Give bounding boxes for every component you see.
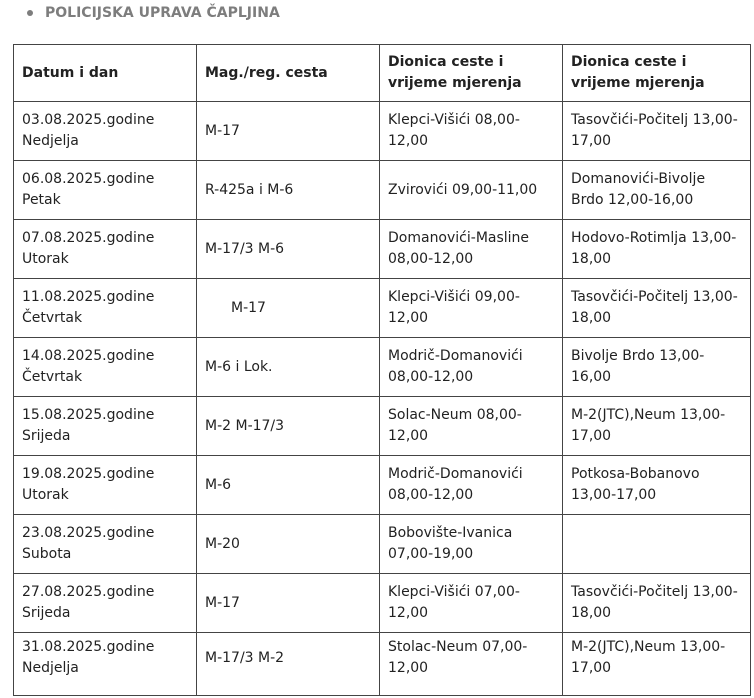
date: 19.08.2025.godine [22,466,155,482]
road-cell: M-2 M-17/3 [197,397,380,456]
table-header-row [14,45,751,102]
day: Utorak [22,487,69,503]
table-row [14,515,751,574]
date-cell [14,397,197,456]
road-cell: M-6 [197,456,380,515]
section-1-cell: Modrič-Domanovići 08,00-12,00 [380,456,563,515]
header-road: Mag./reg. cesta [197,45,380,102]
day: Srijeda [22,605,71,621]
section-1-cell: Solac-Neum 08,00-12,00 [380,397,563,456]
date: 14.08.2025.godine [22,348,155,364]
road-cell: M-17/3 M-2 [197,633,380,696]
section-2-cell: Bivolje Brdo 13,00-16,00 [563,338,751,397]
table-row [14,574,751,633]
day: Četvrtak [22,310,83,326]
date: 15.08.2025.godine [22,407,155,423]
date-cell [14,220,197,279]
road-cell: M-6 i Lok. [197,338,380,397]
date: 27.08.2025.godine [22,584,155,600]
section-heading [27,4,280,22]
section-2-cell: M-2(JTC),Neum 13,00-17,00 [563,397,751,456]
date: 23.08.2025.godine [22,525,155,541]
date-cell [14,574,197,633]
table-row [14,161,751,220]
section-title: POLICIJSKA UPRAVA ČAPLJINA [45,5,280,21]
date-cell [14,456,197,515]
day: Subota [22,546,72,562]
day: Četvrtak [22,369,83,385]
section-2-cell: Hodovo-Rotimlja 13,00-18,00 [563,220,751,279]
section-1-cell: Modrič-Domanovići 08,00-12,00 [380,338,563,397]
table-row [14,456,751,515]
date: 06.08.2025.godine [22,171,155,187]
table-row [14,338,751,397]
road-cell: R-425a i M-6 [197,161,380,220]
road-cell: M-17 [197,102,380,161]
road-cell: M-17/3 M-6 [197,220,380,279]
section-1-cell: Klepci-Višići 08,00-12,00 [380,102,563,161]
section-2-cell: M-2(JTC),Neum 13,00-17,00 [563,633,751,696]
section-2-cell: Tasovčići-Počitelj 13,00-18,00 [563,574,751,633]
date: 07.08.2025.godine [22,230,155,246]
day: Utorak [22,251,69,267]
table-row [14,102,751,161]
table-row [14,397,751,456]
table-row [14,633,751,696]
speed-control-table [13,44,751,696]
road-cell: M-20 [197,515,380,574]
section-1-cell: Domanovići-Masline 08,00-12,00 [380,220,563,279]
day: Nedjelja [22,660,79,676]
date: 31.08.2025.godine [22,639,155,655]
section-2-cell [563,515,751,574]
section-2-cell: Domanovići-Bivolje Brdo 12,00-16,00 [563,161,751,220]
section-1-cell: Klepci-Višići 07,00-12,00 [380,574,563,633]
header-section-2: Dionica ceste i vrijeme mjerenja [563,45,751,102]
bullet-icon [27,10,33,16]
date-cell [14,161,197,220]
header-section-1: Dionica ceste i vrijeme mjerenja [380,45,563,102]
table-row [14,279,751,338]
road-cell: M-17 [197,574,380,633]
table-row [14,220,751,279]
date: 03.08.2025.godine [22,112,155,128]
header-date: Datum i dan [14,45,197,102]
day: Nedjelja [22,133,79,149]
section-2-cell: Tasovčići-Počitelj 13,00-18,00 [563,279,751,338]
date-cell [14,515,197,574]
section-2-cell: Tasovčići-Počitelj 13,00-17,00 [563,102,751,161]
date-cell [14,338,197,397]
date-cell [14,279,197,338]
road-cell: M-17 [197,279,380,338]
section-2-cell: Potkosa-Bobanovo 13,00-17,00 [563,456,751,515]
date-cell [14,102,197,161]
day: Petak [22,192,61,208]
date: 11.08.2025.godine [22,289,155,305]
section-1-cell: Zvirovići 09,00-11,00 [380,161,563,220]
section-1-cell: Klepci-Višići 09,00-12,00 [380,279,563,338]
section-1-cell: Stolac-Neum 07,00-12,00 [380,633,563,696]
section-1-cell: Bobovište-Ivanica 07,00-19,00 [380,515,563,574]
date-cell [14,633,197,696]
day: Srijeda [22,428,71,444]
